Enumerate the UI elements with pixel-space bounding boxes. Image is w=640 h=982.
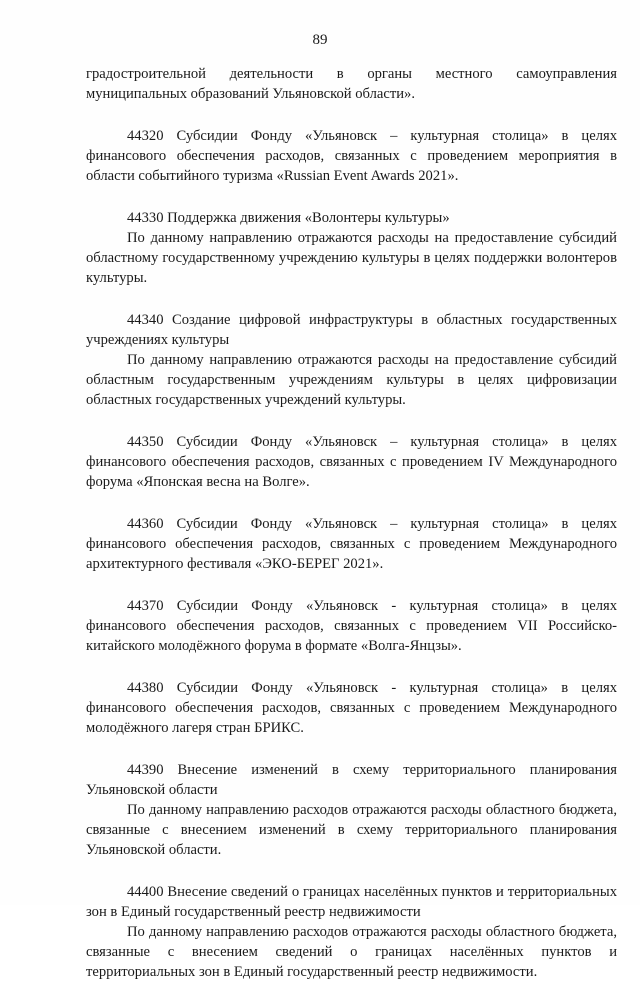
- text-block-44380: [86, 678, 617, 738]
- block-spacer: [86, 492, 617, 514]
- text-block-44330: [86, 208, 617, 288]
- paragraph: По данному направлению расходов отражаются расходы областного бюджета, связанные с внесением сведений о границах населённых пунктов и территориальных зон в Единый государственный реестр недвижимости.: [86, 924, 617, 980]
- block-spacer: [86, 738, 617, 760]
- block-spacer: [86, 574, 617, 596]
- page-number: 89: [312, 32, 328, 48]
- block-spacer: [86, 104, 617, 126]
- text-block-44340: [86, 310, 617, 410]
- text-block-44350: [86, 432, 617, 492]
- paragraph: 44350 Субсидии Фонду «Ульяновск – культурная столица» в целях финансового обеспечения расходов, связанных с проведением IV Международного форума «Японская весна на Волге».: [86, 434, 617, 490]
- paragraph: По данному направлению отражаются расходы на предоставление субсидий областному государственному учреждению культуры в целях поддержки волонтеров культуры.: [86, 230, 617, 286]
- document-body: [86, 64, 617, 982]
- paragraph: 44360 Субсидии Фонду «Ульяновск – культурная столица» в целях финансового обеспечения расходов, связанных с проведением Международного архитектурного фестиваля «ЭКО-БЕРЕГ 2021».: [86, 516, 617, 572]
- text-block-44360: [86, 514, 617, 574]
- paragraph: По данному направлению расходов отражаются расходы областного бюджета, связанные с внесением изменений в схему территориального планирования Ульяновской области.: [86, 802, 617, 858]
- paragraph: 44380 Субсидии Фонду «Ульяновск - культурная столица» в целях финансового обеспечения расходов, связанных с проведением Международного молодёжного лагеря стран БРИКС.: [86, 680, 617, 736]
- block-spacer: [86, 186, 617, 208]
- section-heading: 44390 Внесение изменений в схему территориального планирования Ульяновской области: [86, 762, 617, 798]
- text-block-continuation: [86, 64, 617, 104]
- block-spacer: [86, 860, 617, 882]
- paragraph: 44320 Субсидии Фонду «Ульяновск – культурная столица» в целях финансового обеспечения расходов, связанных с проведением мероприятия в области событийного туризма «Russian Event Awards 2021».: [86, 128, 617, 184]
- block-spacer: [86, 410, 617, 432]
- text-block-44320: [86, 126, 617, 186]
- text-block-44370: [86, 596, 617, 656]
- section-heading: 44340 Создание цифровой инфраструктуры в областных государственных учреждениях культуры: [86, 312, 617, 348]
- paragraph: градостроительной деятельности в органы местного самоуправления муниципальных образований Ульяновской области».: [86, 66, 617, 102]
- section-heading: 44400 Внесение сведений о границах населённых пунктов и территориальных зон в Единый государственный реестр недвижимости: [86, 884, 617, 920]
- block-spacer: [86, 656, 617, 678]
- section-heading: 44330 Поддержка движения «Волонтеры культуры»: [127, 210, 450, 226]
- paragraph: 44370 Субсидии Фонду «Ульяновск - культурная столица» в целях финансового обеспечения расходов, связанных с проведением VII Российско-китайского молодёжного форума в формате «Волга-Янцзы».: [86, 598, 617, 654]
- block-spacer: [86, 288, 617, 310]
- text-block-44400: [86, 882, 617, 982]
- text-block-44390: [86, 760, 617, 860]
- paragraph: По данному направлению отражаются расходы на предоставление субсидий областным государственным учреждениям культуры в целях цифровизации областных государственных учреждений культуры.: [86, 352, 617, 408]
